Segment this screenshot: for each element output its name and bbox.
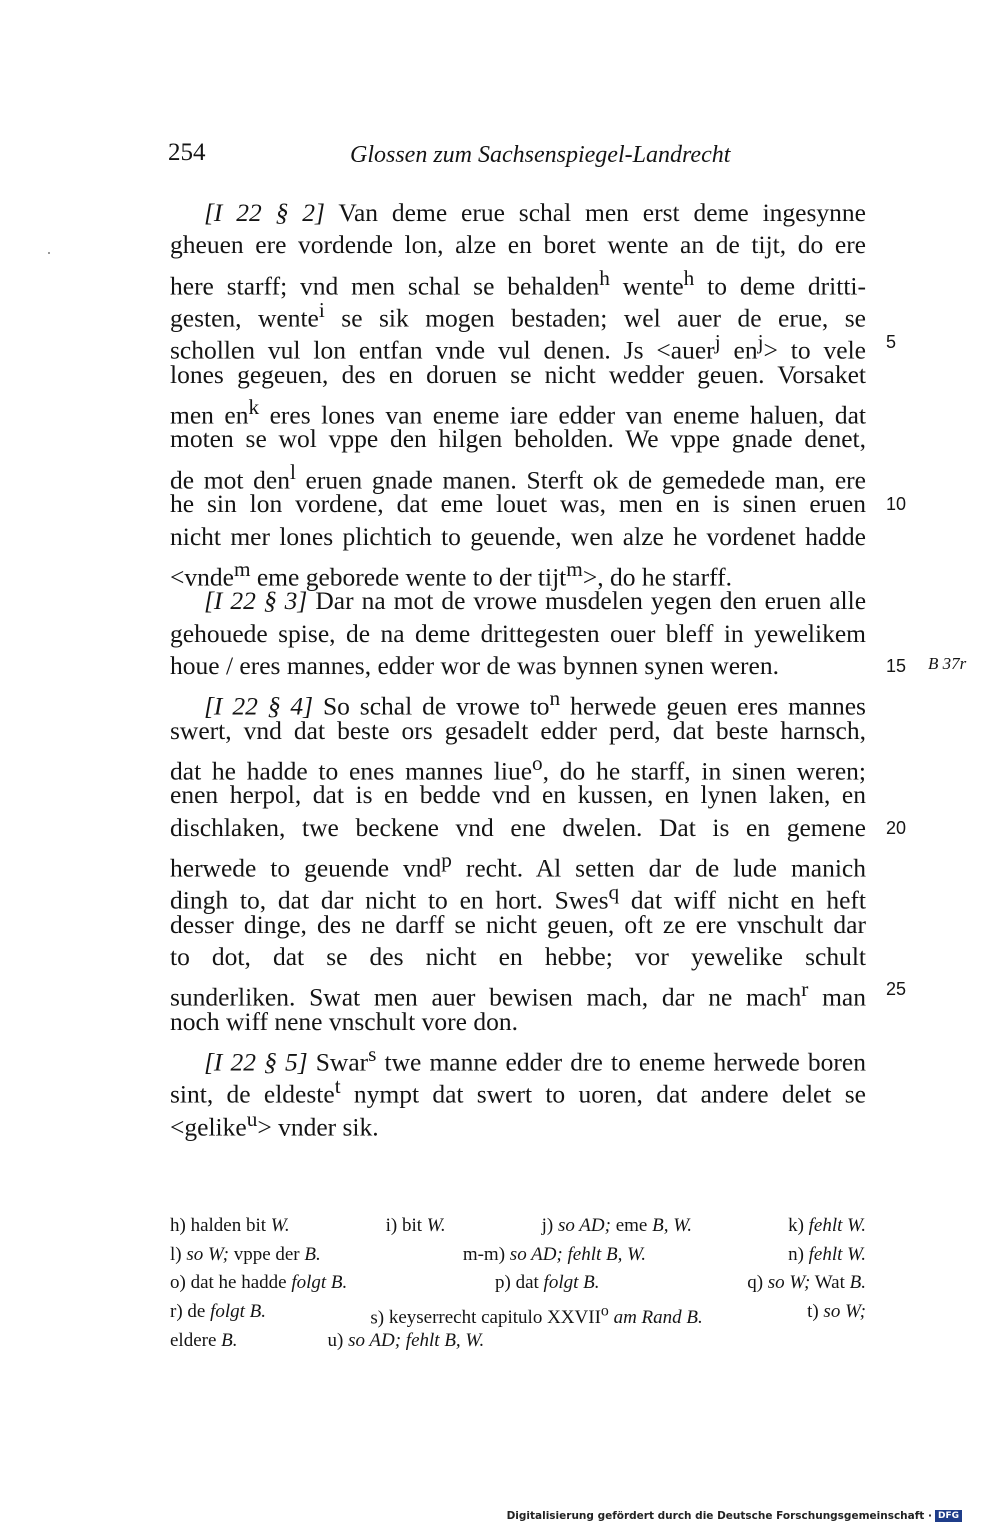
- footnote: s) keyserrecht capitulo XXVII$^o$ am Rand B.: [370, 1303, 703, 1329]
- footnote: u) so AD; fehlt B, W.: [327, 1329, 485, 1351]
- footnote-label: u): [327, 1329, 344, 1351]
- text-line-content: swert, vnd dat beste ors gesadelt edder perd, dat beste harnsch,: [170, 715, 866, 745]
- text-line-content: noch wiff nene vnschult vore don.: [170, 1006, 518, 1036]
- footnote: n) fehlt W.: [788, 1243, 866, 1265]
- footnote-label: k): [788, 1215, 804, 1236]
- text-line: [170, 553, 732, 592]
- text-line: [204, 585, 866, 617]
- text-line-content: dischlaken, twe beckene vnd ene dwelen. Dat is en gemene: [170, 812, 866, 842]
- text-line-content: houe / eres mannes, edder wor de was bynnen synen weren.: [170, 650, 779, 680]
- footnote: i) bit W.: [385, 1215, 446, 1236]
- dfg-credit: [507, 1510, 962, 1522]
- footnote-label: i): [385, 1215, 398, 1236]
- text-line: [170, 747, 866, 786]
- margin-speck: [48, 252, 50, 254]
- text-line: [170, 521, 866, 553]
- text-line: [170, 262, 866, 301]
- text-line-content: to dot, dat se des nicht en hebbe; vor yewelike schult: [170, 942, 866, 972]
- text-line-content: gesten, wente$^i$ se sik mogen bestaden; wel auer de erue, se: [170, 298, 867, 333]
- text-line: [170, 650, 779, 682]
- text-line-content: dingh to, dat dar nicht to en hort. Swes$^q$ dat wiff nicht en heft: [170, 880, 866, 915]
- footnote: j) so AD; eme B, W.: [541, 1215, 693, 1236]
- running-head: Glossen zum Sachsenspiegel-Landrecht: [350, 142, 731, 168]
- text-line-content: sint, de eldeste$^t$ nympt dat swert to uoren, dat andere delet se: [170, 1074, 866, 1109]
- text-line: [170, 779, 866, 811]
- footnote: o) dat he hadde folgt B.: [170, 1272, 348, 1294]
- text-line-content: desser dinge, des ne darff se nicht geuen, oft ze ere vnschult dar: [170, 909, 866, 939]
- text-line: [170, 1006, 518, 1038]
- footnote-line: [170, 1214, 866, 1238]
- page-number: 254: [168, 139, 206, 166]
- text-line: [170, 876, 866, 915]
- footnote-line: [170, 1329, 866, 1353]
- text-line-content: enen herpol, dat is en bedde vnd en kussen, en lynen laken, en: [170, 780, 866, 810]
- line-number: 20: [886, 817, 907, 838]
- text-line: [170, 229, 866, 261]
- text-line: [170, 973, 866, 1012]
- text-line-content: dat he hadde to enes mannes liue$^o$, do he starff, in sinen weren;: [170, 750, 866, 786]
- text-line-content: <vnde$^m$ eme geborede wente to der tijt$^m$>, do he starff.: [170, 556, 732, 592]
- dfg-logo: DFG: [935, 1510, 962, 1522]
- footnote-label: s): [370, 1307, 385, 1329]
- line-number: 25: [886, 979, 907, 1000]
- text-line: [170, 1070, 866, 1109]
- text-line: [170, 391, 866, 430]
- footnote-label: p): [495, 1272, 511, 1294]
- footnote-line: [170, 1243, 866, 1267]
- footnote-label: j): [541, 1215, 554, 1236]
- text-line-content: here starff; vnd men schal se behalden$^h$ wente$^h$ to deme dritti-: [170, 265, 866, 301]
- line-number: 10: [886, 494, 907, 515]
- footnote-label: h): [170, 1215, 186, 1236]
- text-line-content: [I 22 § 4] So schal de vrowe $to^n$ herwede geuen eres mannes: [204, 686, 866, 721]
- text-line: [170, 941, 866, 973]
- text-line-content: gehouede spise, de na deme drittegesten ouer bleff in yewelikem: [170, 618, 866, 648]
- text-line-content: moten se wol vppe den hilgen beholden. We vppe gnade denet,: [170, 424, 866, 454]
- footnote: eldere B.: [170, 1329, 238, 1351]
- credit-text: Digitalisierung gefördert durch die Deutsche Forschungsgemeinschaft ·: [506, 1510, 932, 1522]
- text-line-content: he sin lon vordene, dat eme louet was, men en is sinen eruen: [170, 489, 866, 519]
- footnote: t) so W;: [807, 1301, 866, 1323]
- text-line-content: sunderliken. Swat men auer bewisen mach, dar ne mach$^r$ man: [170, 977, 866, 1012]
- footnote: l) so W; vppe der B.: [170, 1243, 321, 1265]
- text-line-content: lones gegeuen, des en doruen se nicht wedder geuen. Vorsaket: [170, 359, 866, 389]
- text-line: [170, 812, 866, 844]
- folio-marker: B 37r: [928, 653, 967, 673]
- footnote-label: r): [170, 1301, 183, 1323]
- text-line: [170, 715, 866, 747]
- footnote-label: m-m): [462, 1243, 506, 1265]
- footnote-label: q): [747, 1272, 764, 1294]
- footnote-label: o): [170, 1272, 186, 1294]
- footnote: m-m) so AD; fehlt B, W.: [462, 1243, 646, 1265]
- footnote-line: [170, 1271, 866, 1295]
- text-line-content: herwede to geuende vnd$^p$ recht. Al setten dar de lude manich: [170, 848, 866, 883]
- text-line-content: men $en^k$ eres lones van eneme iare edder van eneme haluen, dat: [170, 395, 866, 430]
- text-line: [170, 423, 866, 455]
- text-line: [170, 1103, 379, 1142]
- text-line: [170, 294, 867, 333]
- text-line: [204, 1038, 866, 1077]
- line-number: 5: [886, 332, 897, 353]
- text-line-content: [I 22 § 2] Van deme erue schal men erst deme ingesynne: [204, 198, 866, 227]
- text-line: [170, 456, 866, 495]
- footnote-line: [170, 1300, 866, 1329]
- text-line-content: gheuen ere vordende lon, alze en boret wente an de tijt, do ere: [170, 230, 866, 260]
- text-line-content: schollen vul lon entfan vnde vul denen. Js <auer$^j$ $en^j>$ to vele: [170, 330, 866, 365]
- footnote: p) dat folgt B.: [495, 1272, 600, 1294]
- footnote: h) halden bit W.: [170, 1215, 290, 1236]
- footnote: r) de folgt B.: [170, 1301, 267, 1323]
- text-line-content: [I 22 § 5] Swar$^s$ twe manne edder dre to eneme herwede boren: [204, 1042, 866, 1077]
- footnote-label: t): [807, 1301, 819, 1323]
- text-line-content: nicht mer lones plichtich to geuende, wen alze he vordenet hadde: [170, 521, 866, 551]
- text-line-content: de mot den$^l$ eruen gnade manen. Sterft ok de gemedede man, ere: [170, 459, 866, 495]
- text-line: [204, 682, 866, 721]
- text-line: [170, 618, 866, 650]
- text-line: [204, 197, 866, 229]
- line-number: 15: [886, 655, 907, 676]
- footnote-label: n): [788, 1243, 804, 1265]
- text-line: [170, 359, 866, 391]
- footnote: q) so W; Wat B.: [747, 1272, 866, 1294]
- footnote-label: l): [170, 1243, 182, 1265]
- text-line-content: <gelike$^u$> vnder sik.: [170, 1106, 379, 1142]
- footnote: k) fehlt W.: [788, 1215, 866, 1236]
- text-line: [170, 844, 866, 883]
- text-line: [170, 909, 866, 941]
- text-line-content: [I 22 § 3] Dar na mot de vrowe musdelen yegen den eruen alle: [204, 586, 867, 616]
- text-line: [170, 488, 866, 520]
- text-line: [170, 326, 866, 365]
